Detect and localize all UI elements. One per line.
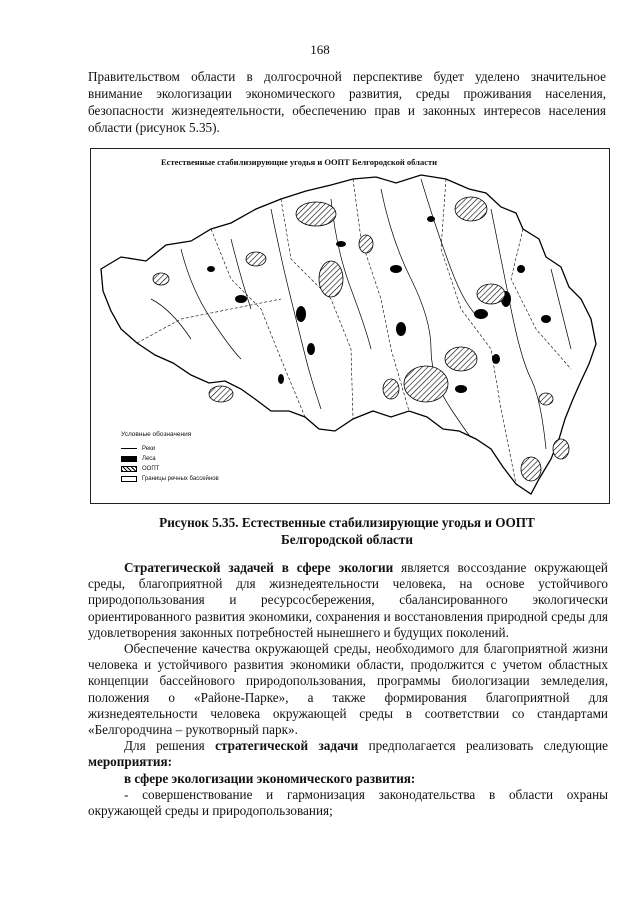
figure-caption <box>88 514 606 548</box>
caption-line-2: Белгородской области <box>281 532 413 547</box>
map-legend <box>121 431 219 484</box>
legend-item-basins <box>121 474 219 483</box>
legend-title: Условные обозначения <box>121 431 192 438</box>
legend-item-oopt <box>121 464 219 473</box>
paragraph-rest: является воссоздание окружающей среды, благоприятной для жизнедеятельности человека, на основе устойчивого природопользования и ресурсосбережения, сбалансированного экологически ориентированного развития экономики, сохранения и восстановления природной среды для удовлетворения законных потребностей нынешнего и будущих поколений. <box>88 560 608 640</box>
intro-paragraph: Правительством области в долгосрочной перспективе будет уделено значительное внимание экологизации экономического развития, среды проживания населения, безопасности жизнедеятельности, обеспечению прав и законных интересов населения области (рисунок 5.35). <box>88 69 606 135</box>
body-text <box>88 560 608 819</box>
legend-label: Леса <box>142 455 156 462</box>
paragraph-lead: Стратегической задачей в сфере экологии <box>124 560 394 575</box>
paragraph-measures <box>88 738 608 770</box>
paragraph-quality: Обеспечение качества окружающей среды, необходимого для благоприятной жизни человека и устойчивого развития экономики области, продолжится с учетом областных концепции бассейнового природопользования, программы биологизации земледелия, положения о «Районе-Парке», а также формирования благоприятной для жизнедеятельности человека окружающей среды в соответствии со стандартами «Белгородчина – рукотворный парк». <box>88 641 608 738</box>
text-bold: мероприятия: <box>88 754 173 770</box>
legend-item-rivers <box>121 444 219 453</box>
list-item: - совершенствование и гармонизация законодательства в области охраны окружающей среды и природопользования; <box>88 786 608 819</box>
sub-heading: в сфере экологизации экономического развития: <box>124 770 416 786</box>
page-number: 168 <box>310 42 330 57</box>
legend-label: Реки <box>142 445 156 452</box>
text-fragment: Для решения <box>124 738 216 754</box>
text-bold: стратегической задачи <box>215 738 359 754</box>
legend-label: Границы речных бассейнов <box>142 475 219 482</box>
map-figure <box>90 148 610 504</box>
legend-swatch-hatch <box>121 466 137 472</box>
legend-swatch-solid <box>121 456 137 462</box>
map-title: Естественные стабилизирующие угодья и ООПТ Белгородской области <box>161 157 438 167</box>
legend-item-forests <box>121 454 219 463</box>
legend-swatch-empty <box>121 476 137 482</box>
caption-line-1: Рисунок 5.35. Естественные стабилизирующие угодья и ООПТ <box>159 515 535 530</box>
legend-label: ООПТ <box>142 465 160 472</box>
text-fragment: предполагается реализовать следующие <box>358 738 608 754</box>
legend-swatch-line <box>121 448 137 449</box>
paragraph-strategic-task <box>88 560 608 641</box>
